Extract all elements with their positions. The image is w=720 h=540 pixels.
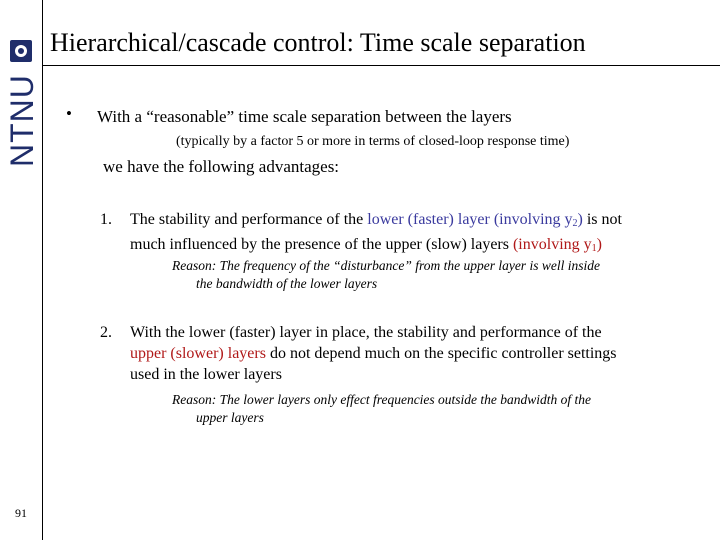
advantage-item-1 [100, 209, 700, 259]
reason-line: upper layers [196, 410, 264, 425]
item-highlight-red: upper (slower) layers [130, 345, 266, 362]
reason-line: Reason: The frequency of the “disturbance” from the upper layer is well inside [172, 258, 600, 273]
reason-2 [172, 391, 692, 427]
slide-title: Hierarchical/cascade control: Time scale separation [50, 28, 586, 57]
item-text: do not depend much on the specific controller settings [265, 345, 617, 362]
item-highlight-red: (involving $y_1$) [512, 236, 602, 254]
item-text: With the lower (faster) layer in place, the stability and performance of the [130, 324, 602, 341]
bullet-icon: • [66, 104, 72, 123]
sidebar [0, 0, 43, 540]
item-text: The stability and performance of the [130, 211, 368, 228]
advantage-item-2 [100, 322, 700, 385]
item-text: used in the lower layers [130, 366, 282, 383]
item-text: is not [582, 211, 622, 228]
item-number: 2. [100, 324, 112, 341]
item-highlight-blue: lower (faster) layer (involving $y_2$) [367, 211, 583, 229]
bullet-text-note: (typically by a factor 5 or more in terms of closed-loop response time) [176, 134, 570, 149]
item-text: much influenced by the presence of the upper (slow) layers [130, 236, 513, 253]
reason-line: the bandwidth of the lower layers [196, 276, 378, 291]
title-divider [43, 65, 720, 66]
page-number: 91 [15, 506, 27, 520]
bullet-text-line1: With a “reasonable” time scale separation between the layers [97, 107, 512, 126]
ntnu-logo-icon [10, 40, 32, 62]
item-number: 1. [100, 211, 112, 228]
reason-line: Reason: The lower layers only effect frequencies outside the bandwidth of the [172, 392, 592, 407]
ntnu-logo-text: NTNU [4, 74, 40, 168]
bullet-text-line3: we have the following advantages: [103, 157, 340, 176]
reason-1 [172, 257, 692, 293]
